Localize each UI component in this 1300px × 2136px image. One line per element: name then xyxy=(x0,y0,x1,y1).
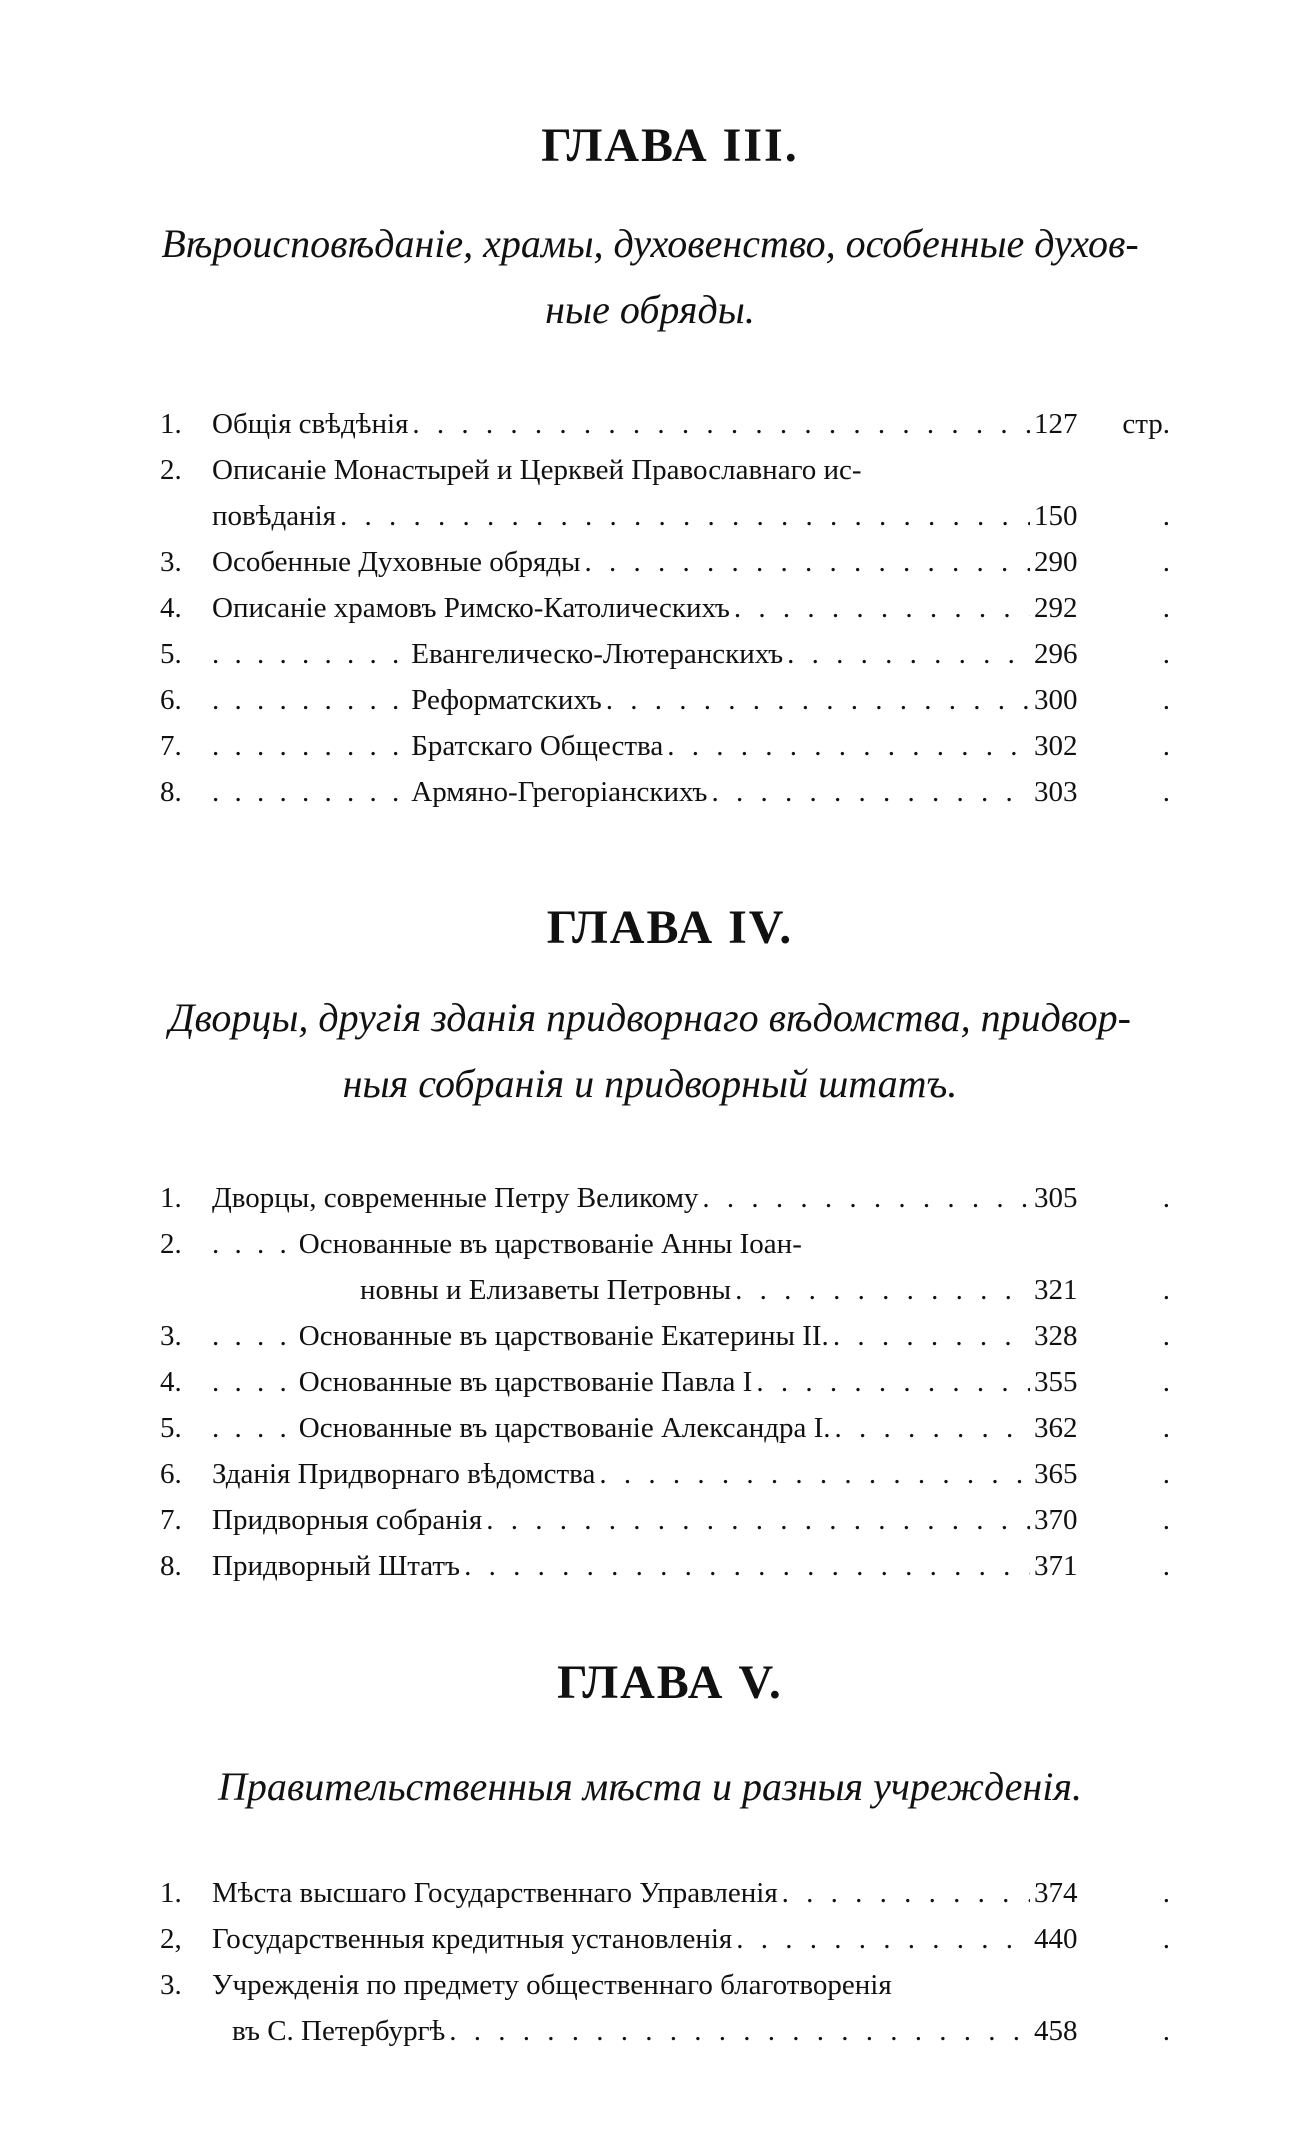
entry-title: Реформатскихъ xyxy=(411,684,602,716)
dot-leader xyxy=(787,631,1030,677)
toc-list xyxy=(160,1175,1170,1589)
dot-leader xyxy=(736,1916,1030,1962)
chapter-heading: ГЛАВА III. xyxy=(541,119,799,172)
toc-entry xyxy=(160,1962,1170,2008)
toc-entry-continuation xyxy=(160,493,1170,539)
dot-leader xyxy=(412,401,1030,447)
toc-entry xyxy=(160,769,1170,815)
entry-suffix: . xyxy=(1162,1504,1170,1536)
entry-suffix: . xyxy=(1162,776,1170,808)
dot-leader xyxy=(585,539,1030,585)
entry-page: 440 xyxy=(1034,1923,1078,1955)
chapter-3 xyxy=(0,118,1300,815)
entry-number: 8. xyxy=(160,1550,182,1582)
entry-suffix: . xyxy=(1162,1877,1170,1909)
lead-dots: . . . . xyxy=(212,1412,291,1444)
entry-number: 5. xyxy=(160,638,182,670)
dot-leader xyxy=(756,1359,1030,1405)
dot-leader xyxy=(835,1405,1031,1451)
toc-entry xyxy=(160,1313,1170,1359)
dot-leader xyxy=(711,769,1030,815)
entry-title: въ С. Петербургѣ xyxy=(232,2015,446,2047)
lead-dots: . . . . xyxy=(212,1228,291,1260)
toc-list xyxy=(160,1870,1170,2054)
entry-page: 150 xyxy=(1034,500,1078,532)
chapter-subtitle xyxy=(90,985,1210,1117)
dot-leader xyxy=(599,1451,1030,1497)
entry-suffix: . xyxy=(1162,1182,1170,1214)
toc-entry xyxy=(160,447,1170,493)
entry-number: 1. xyxy=(160,408,182,440)
entry-number: 3. xyxy=(160,546,182,578)
entry-suffix: . xyxy=(1162,1274,1170,1306)
entry-title: Братскаго Общества xyxy=(411,730,664,762)
toc-entry xyxy=(160,1497,1170,1543)
lead-dots: . . . . . . . . . xyxy=(212,638,404,670)
entry-number: 2, xyxy=(160,1923,182,1955)
entry-page: 127 xyxy=(1034,408,1078,440)
entry-suffix: . xyxy=(1162,1923,1170,1955)
entry-suffix: . xyxy=(1162,546,1170,578)
toc-entry xyxy=(160,677,1170,723)
entry-number: 6. xyxy=(160,684,182,716)
entry-page: 328 xyxy=(1034,1320,1078,1352)
entry-number: 2. xyxy=(160,454,182,486)
entry-number: 3. xyxy=(160,1320,182,1352)
toc-entry xyxy=(160,401,1170,447)
entry-page: 302 xyxy=(1034,730,1078,762)
dot-leader xyxy=(464,1543,1030,1589)
entry-title: Придворныя собранія xyxy=(212,1504,483,1536)
toc-entry xyxy=(160,1359,1170,1405)
entry-page: 303 xyxy=(1034,776,1078,808)
chapter-4 xyxy=(0,900,1300,1589)
dot-leader xyxy=(340,493,1030,539)
entry-title: повѣданія xyxy=(212,500,337,532)
toc-entry xyxy=(160,539,1170,585)
dot-leader xyxy=(486,1497,1030,1543)
entry-title: Зданія Придворнаго вѣдомства xyxy=(212,1458,596,1490)
entry-page: 300 xyxy=(1034,684,1078,716)
entry-number: 8. xyxy=(160,776,182,808)
entry-title: Общія свѣдѣнія xyxy=(212,408,409,440)
chapter-heading: ГЛАВА V. xyxy=(557,1656,783,1709)
entry-number: 1. xyxy=(160,1182,182,1214)
chapter-heading: ГЛАВА IV. xyxy=(546,901,794,954)
toc-entry xyxy=(160,585,1170,631)
entry-number: 1. xyxy=(160,1877,182,1909)
toc-list xyxy=(160,401,1170,815)
entry-title: Армяно-Грегоріанскихъ xyxy=(411,776,708,808)
entry-title: Основанные въ царствованіе Анны Іоан- xyxy=(298,1228,802,1260)
entry-suffix: . xyxy=(1162,1550,1170,1582)
entry-title: Особенные Духовные обряды xyxy=(212,546,581,578)
dot-leader xyxy=(833,1313,1030,1359)
entry-page: 321 xyxy=(1034,1274,1078,1306)
toc-entry xyxy=(160,723,1170,769)
entry-number: 4. xyxy=(160,1366,182,1398)
entry-title: Государственныя кредитныя установленія xyxy=(212,1923,733,1955)
lead-dots: . . . . xyxy=(212,1320,291,1352)
entry-title: Учрежденія по предмету общественнаго благотворенія xyxy=(212,1969,892,2001)
entry-suffix: . xyxy=(1162,638,1170,670)
entry-suffix: . xyxy=(1162,1320,1170,1352)
entry-page: 296 xyxy=(1034,638,1078,670)
toc-entry xyxy=(160,1916,1170,1962)
chapter-subtitle xyxy=(90,1754,1210,1820)
entry-number: 5. xyxy=(160,1412,182,1444)
entry-page: 290 xyxy=(1034,546,1078,578)
subtitle-line: ныя собранія и придворный штатъ. xyxy=(342,1061,958,1106)
entry-suffix: . xyxy=(1162,1412,1170,1444)
toc-entry xyxy=(160,631,1170,677)
entry-suffix: . xyxy=(1162,684,1170,716)
entry-suffix: . xyxy=(1162,1458,1170,1490)
entry-title: Евангелическо-Лютеранскихъ xyxy=(411,638,784,670)
entry-number: 6. xyxy=(160,1458,182,1490)
toc-entry xyxy=(160,1221,1170,1267)
entry-number: 3. xyxy=(160,1969,182,2001)
toc-entry-continuation xyxy=(160,2008,1170,2054)
entry-page: 355 xyxy=(1034,1366,1078,1398)
entry-title: Дворцы, современные Петру Великому xyxy=(212,1182,699,1214)
dot-leader xyxy=(735,1267,1030,1313)
entry-page: 374 xyxy=(1034,1877,1078,1909)
toc-entry xyxy=(160,1405,1170,1451)
entry-title: Основанные въ царствованіе Екатерины II. xyxy=(298,1320,829,1352)
dot-leader xyxy=(782,1870,1030,1916)
lead-dots: . . . . . . . . . xyxy=(212,776,404,808)
dot-leader xyxy=(606,677,1030,723)
entry-title: Мѣста высшаго Государственнаго Управленія xyxy=(212,1877,778,1909)
entry-number: 7. xyxy=(160,1504,182,1536)
entry-page: 305 xyxy=(1034,1182,1078,1214)
entry-number: 2. xyxy=(160,1228,182,1260)
entry-page: 365 xyxy=(1034,1458,1078,1490)
toc-entry xyxy=(160,1870,1170,1916)
subtitle-line: Дворцы, другія зданія придворнаго вѣдомства, придвор- xyxy=(169,995,1131,1040)
entry-number: 4. xyxy=(160,592,182,624)
entry-page: 362 xyxy=(1034,1412,1078,1444)
dot-leader xyxy=(667,723,1030,769)
chapter-5 xyxy=(0,1655,1300,2054)
entry-title: Описаніе храмовъ Римско-Католическихъ xyxy=(212,592,730,624)
subtitle-line: Правительственныя мѣста и разныя учрежденія. xyxy=(218,1764,1082,1809)
entry-suffix: . xyxy=(1162,2015,1170,2047)
dot-leader xyxy=(702,1175,1030,1221)
dot-leader xyxy=(734,585,1030,631)
entry-title: Основанные въ царствованіе Александра I. xyxy=(298,1412,831,1444)
entry-page: 292 xyxy=(1034,592,1078,624)
toc-entry xyxy=(160,1175,1170,1221)
entry-title: Описаніе Монастырей и Церквей Православнаго ис- xyxy=(212,454,862,486)
lead-dots: . . . . xyxy=(212,1366,291,1398)
entry-page: 371 xyxy=(1034,1550,1078,1582)
entry-page: 370 xyxy=(1034,1504,1078,1536)
toc-entry-continuation xyxy=(160,1267,1170,1313)
entry-title: Основанные въ царствованіе Павла I xyxy=(298,1366,753,1398)
lead-dots: . . . . . . . . . xyxy=(212,730,404,762)
chapter-subtitle xyxy=(90,211,1210,343)
entry-page: 458 xyxy=(1034,2015,1078,2047)
dot-leader xyxy=(449,2008,1030,2054)
entry-suffix: . xyxy=(1162,500,1170,532)
toc-entry xyxy=(160,1543,1170,1589)
entry-suffix: . xyxy=(1162,1366,1170,1398)
entry-suffix: . xyxy=(1162,592,1170,624)
subtitle-line: ные обряды. xyxy=(545,287,755,332)
entry-suffix: . xyxy=(1162,730,1170,762)
entry-title: новны и Елизаветы Петровны xyxy=(360,1274,732,1306)
entry-title: Придворный Штатъ xyxy=(212,1550,461,1582)
entry-number: 7. xyxy=(160,730,182,762)
subtitle-line: Вѣроисповѣданіе, храмы, духовенство, особенные духов- xyxy=(161,221,1139,266)
lead-dots: . . . . . . . . . xyxy=(212,684,404,716)
toc-entry xyxy=(160,1451,1170,1497)
entry-suffix: стр. xyxy=(1122,408,1170,440)
